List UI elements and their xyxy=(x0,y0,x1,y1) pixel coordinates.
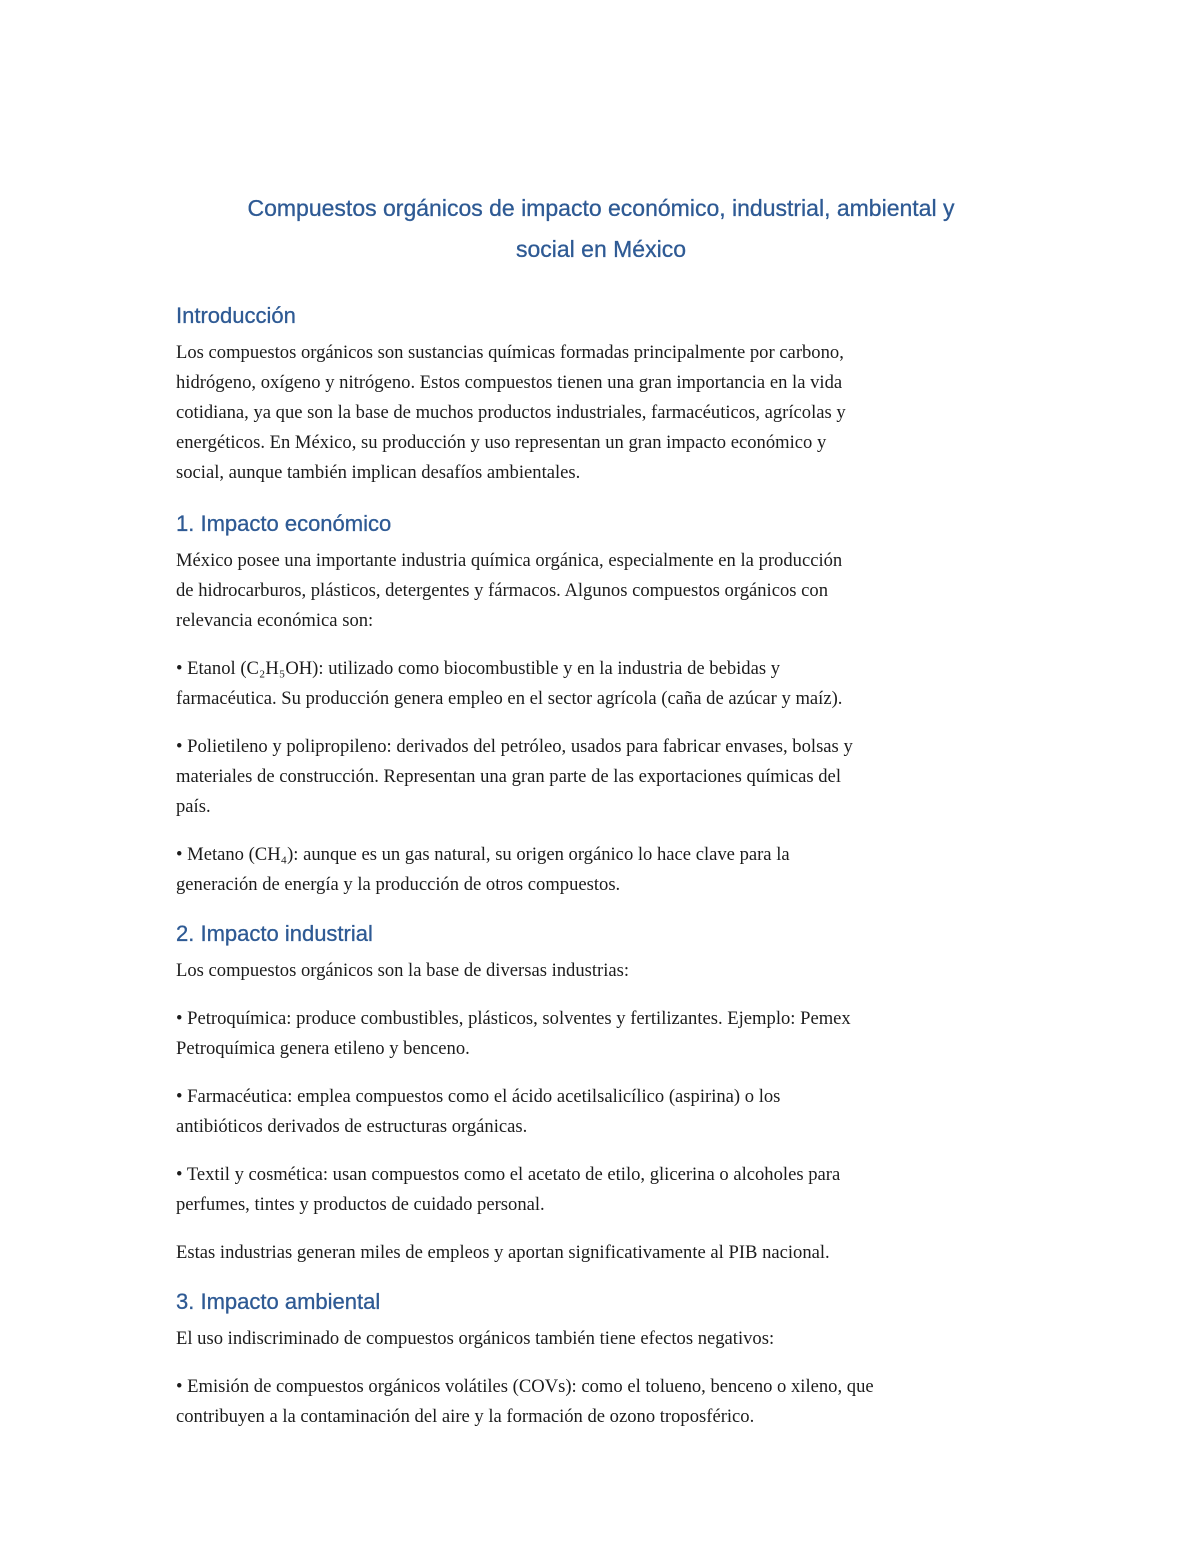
document-page xyxy=(176,188,1026,1450)
document-title-line-1: Compuestos orgánicos de impacto económico, industrial, ambiental y xyxy=(247,195,955,221)
bullet-paragraph: • Polietileno y polipropileno: derivados del petróleo, usados para fabricar envases, bolsas y materiales de construcción. Representan una gran parte de las exportaciones químicas del país. xyxy=(176,736,853,817)
paragraph: El uso indiscriminado de compuestos orgánicos también tiene efectos negativos: xyxy=(176,1328,775,1349)
section-heading: 1. Impacto económico xyxy=(176,511,392,536)
paragraph: Estas industrias generan miles de empleos y aportan significativamente al PIB nacional. xyxy=(176,1242,830,1263)
section-introduccion xyxy=(176,300,1026,488)
section-heading: Introducción xyxy=(176,303,296,328)
section-impacto-ambiental xyxy=(176,1286,1026,1432)
section-heading: 3. Impacto ambiental xyxy=(176,1289,381,1314)
section-impacto-economico xyxy=(176,508,1026,900)
bullet-paragraph: • Farmacéutica: emplea compuestos como el ácido acetilsalicílico (aspirina) o los antibióticos derivados de estructuras orgánicas. xyxy=(176,1086,781,1137)
section-heading: 2. Impacto industrial xyxy=(176,921,373,946)
document-title-line-2: social en México xyxy=(515,236,687,262)
paragraph: Los compuestos orgánicos son la base de diversas industrias: xyxy=(176,960,630,981)
bullet-paragraph: • Metano (CH₄): aunque es un gas natural, su origen orgánico lo hace clave para la generación de energía y la producción de otros compuestos. xyxy=(176,844,790,895)
bullet-paragraph: • Petroquímica: produce combustibles, plásticos, solventes y fertilizantes. Ejemplo: Pemex Petroquímica genera etileno y benceno. xyxy=(176,1008,851,1059)
bullet-paragraph: • Etanol (C₂H₅OH): utilizado como biocombustible y en la industria de bebidas y farmacéutica. Su producción genera empleo en el sector agrícola (caña de azúcar y maíz). xyxy=(176,658,843,709)
section-impacto-industrial xyxy=(176,918,1026,1268)
paragraph: México posee una importante industria química orgánica, especialmente en la producción de hidrocarburos, plásticos, detergentes y fármacos. Algunos compuestos orgánicos con relevancia económica son: xyxy=(176,550,843,631)
paragraph: Los compuestos orgánicos son sustancias químicas formadas principalmente por carbono, hidrógeno, oxígeno y nitrógeno. Estos compuestos tienen una gran importancia en la vida cotidiana, ya que son la base de muchos productos industriales, farmacéuticos, agrícolas y energéticos. En México, su producción y uso representan un gran impacto económico y social, aunque también implican desafíos ambientales. xyxy=(176,342,846,483)
bullet-paragraph: • Textil y cosmética: usan compuestos como el acetato de etilo, glicerina o alcoholes para perfumes, tintes y productos de cuidado personal. xyxy=(176,1164,841,1215)
bullet-paragraph: • Emisión de compuestos orgánicos volátiles (COVs): como el tolueno, benceno o xileno, que contribuyen a la contaminación del aire y la formación de ozono troposférico. xyxy=(176,1376,874,1427)
document-title xyxy=(176,188,1026,270)
